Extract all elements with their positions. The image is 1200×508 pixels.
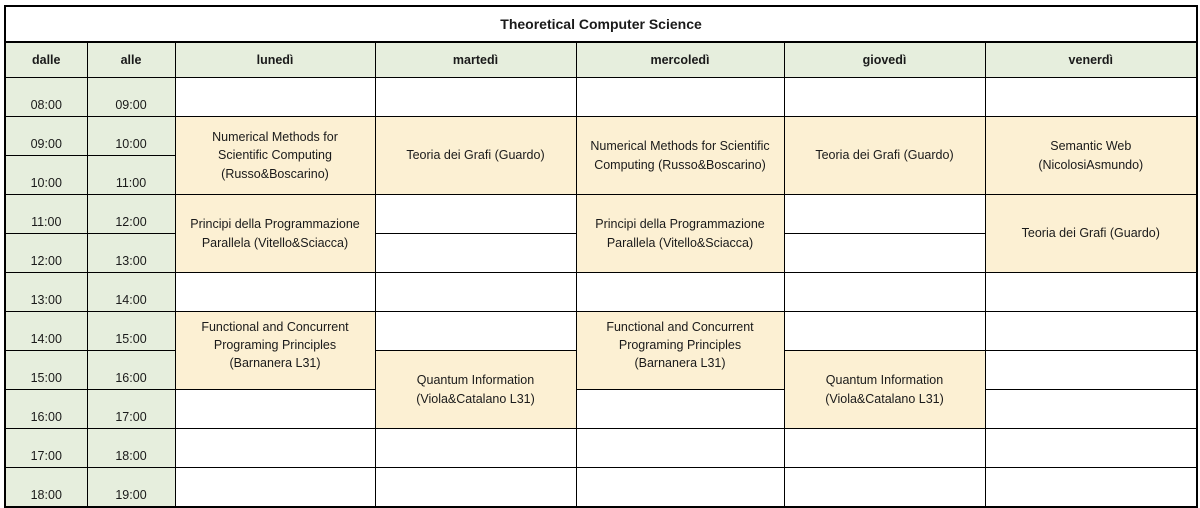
empty-cell[interactable]: [175, 429, 375, 468]
course-line: Parallela (Vitello&Sciacca): [606, 235, 754, 250]
header-friday[interactable]: venerdì: [985, 42, 1197, 78]
empty-cell[interactable]: [375, 234, 576, 273]
course-line: Teoria dei Grafi (Guardo): [815, 148, 954, 163]
empty-cell[interactable]: [375, 195, 576, 234]
empty-cell[interactable]: [985, 312, 1197, 351]
course-line: (Viola&Catalano L31): [825, 391, 944, 406]
time-to-cell[interactable]: 19:00: [87, 468, 175, 508]
course-line: Numerical Methods for: [212, 130, 338, 145]
empty-cell[interactable]: [784, 195, 985, 234]
empty-cell[interactable]: [985, 273, 1197, 312]
course-numerical-methods-monday[interactable]: [175, 117, 375, 195]
empty-cell[interactable]: [375, 312, 576, 351]
time-from-cell[interactable]: 15:00: [5, 351, 87, 390]
course-line: Numerical Methods for Scientific: [590, 139, 770, 154]
empty-cell[interactable]: [576, 429, 784, 468]
time-to-cell[interactable]: 13:00: [87, 234, 175, 273]
course-line: Functional and Concurrent: [201, 320, 349, 334]
time-to-cell[interactable]: 12:00: [87, 195, 175, 234]
spreadsheet: [4, 5, 1196, 502]
course-line: Quantum Information: [825, 373, 944, 388]
empty-cell[interactable]: [784, 273, 985, 312]
empty-cell[interactable]: [576, 390, 784, 429]
time-from-cell[interactable]: 14:00: [5, 312, 87, 351]
course-teoria-grafi-tuesday[interactable]: [375, 117, 576, 195]
time-to-cell[interactable]: 18:00: [87, 429, 175, 468]
course-line: Semantic Web: [1050, 139, 1132, 154]
table-title[interactable]: Theoretical Computer Science: [5, 6, 1197, 42]
timetable: [4, 5, 1198, 508]
empty-cell[interactable]: [784, 468, 985, 508]
empty-cell[interactable]: [985, 351, 1197, 390]
course-line: Computing (Russo&Boscarino): [594, 157, 766, 172]
course-line: (Barnanera L31): [634, 356, 726, 371]
empty-cell[interactable]: [985, 429, 1197, 468]
empty-cell[interactable]: [985, 390, 1197, 429]
course-line: Principi della Programmazione: [595, 217, 765, 232]
time-to-cell[interactable]: 15:00: [87, 312, 175, 351]
course-semantic-web-friday[interactable]: [985, 117, 1197, 195]
empty-cell[interactable]: [175, 468, 375, 508]
course-line: Quantum Information: [416, 373, 535, 388]
empty-cell[interactable]: [375, 468, 576, 508]
empty-cell[interactable]: [576, 273, 784, 312]
time-from-cell[interactable]: 17:00: [5, 429, 87, 468]
time-to-cell[interactable]: 11:00: [87, 156, 175, 195]
course-line: (Viola&Catalano L31): [416, 391, 535, 406]
course-line: Functional and Concurrent: [606, 320, 754, 334]
course-line: (Russo&Boscarino): [221, 166, 329, 181]
time-from-cell[interactable]: 13:00: [5, 273, 87, 312]
time-to-cell[interactable]: 10:00: [87, 117, 175, 156]
course-functional-wednesday[interactable]: [576, 312, 784, 390]
empty-cell[interactable]: [784, 429, 985, 468]
empty-cell[interactable]: [375, 273, 576, 312]
empty-cell[interactable]: [576, 78, 784, 117]
header-monday[interactable]: lunedì: [175, 42, 375, 78]
empty-cell[interactable]: [784, 312, 985, 351]
time-to-cell[interactable]: 17:00: [87, 390, 175, 429]
empty-cell[interactable]: [985, 468, 1197, 508]
course-teoria-grafi-thursday[interactable]: [784, 117, 985, 195]
empty-cell[interactable]: [175, 273, 375, 312]
course-line: Programing Principles: [618, 338, 742, 353]
time-from-cell[interactable]: 12:00: [5, 234, 87, 273]
course-numerical-methods-wednesday[interactable]: [576, 117, 784, 195]
empty-cell[interactable]: [175, 390, 375, 429]
empty-cell[interactable]: [375, 429, 576, 468]
header-from[interactable]: dalle: [5, 42, 87, 78]
course-principi-monday[interactable]: [175, 195, 375, 273]
course-line: (Barnanera L31): [229, 356, 321, 371]
empty-cell[interactable]: [784, 78, 985, 117]
header-to[interactable]: alle: [87, 42, 175, 78]
course-line: Parallela (Vitello&Sciacca): [201, 235, 349, 250]
time-to-cell[interactable]: 09:00: [87, 78, 175, 117]
header-thursday[interactable]: giovedì: [784, 42, 985, 78]
course-line: (NicolosiAsmundo): [1038, 157, 1144, 172]
time-from-cell[interactable]: 09:00: [5, 117, 87, 156]
empty-cell[interactable]: [985, 78, 1197, 117]
time-to-cell[interactable]: 14:00: [87, 273, 175, 312]
time-from-cell[interactable]: 11:00: [5, 195, 87, 234]
time-to-cell[interactable]: 16:00: [87, 351, 175, 390]
header-tuesday[interactable]: martedì: [375, 42, 576, 78]
course-line: Teoria dei Grafi (Guardo): [406, 148, 545, 163]
course-quantum-thursday[interactable]: [784, 351, 985, 429]
course-functional-monday[interactable]: [175, 312, 375, 390]
time-from-cell[interactable]: 16:00: [5, 390, 87, 429]
course-quantum-tuesday[interactable]: [375, 351, 576, 429]
time-from-cell[interactable]: 08:00: [5, 78, 87, 117]
course-line: Teoria dei Grafi (Guardo): [1021, 226, 1160, 241]
course-principi-wednesday[interactable]: [576, 195, 784, 273]
empty-cell[interactable]: [784, 234, 985, 273]
course-line: Principi della Programmazione: [190, 217, 360, 232]
course-line: Scientific Computing: [218, 148, 332, 163]
header-wednesday[interactable]: mercoledì: [576, 42, 784, 78]
course-line: Programing Principles: [213, 338, 337, 353]
empty-cell[interactable]: [375, 78, 576, 117]
empty-cell[interactable]: [175, 78, 375, 117]
course-teoria-grafi-friday[interactable]: [985, 195, 1197, 273]
time-from-cell[interactable]: 18:00: [5, 468, 87, 508]
time-from-cell[interactable]: 10:00: [5, 156, 87, 195]
empty-cell[interactable]: [576, 468, 784, 508]
